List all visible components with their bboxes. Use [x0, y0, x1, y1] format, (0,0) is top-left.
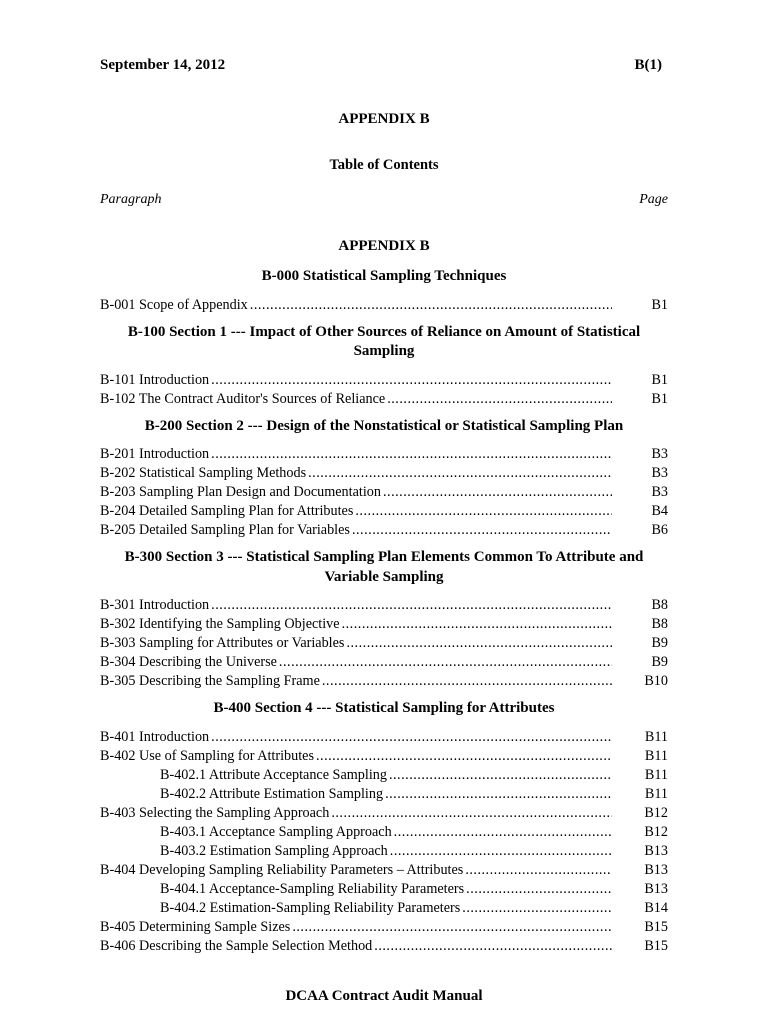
toc-entry-page: B15 — [644, 937, 668, 954]
toc-entry-page: B10 — [644, 673, 668, 689]
toc-entry[interactable] — [100, 371, 668, 390]
toc-entry-page: B4 — [651, 503, 668, 519]
toc-entry-page: B13 — [644, 842, 668, 859]
toc-entry-title: B-401 Introduction — [100, 728, 210, 745]
dot-leader — [390, 842, 612, 861]
toc-entry-page: B13 — [644, 861, 668, 878]
toc-entry-title: B-302 Identifying the Sampling Objective — [100, 616, 340, 632]
toc-entry[interactable] — [100, 937, 668, 956]
header-date: September 14, 2012 — [100, 57, 226, 73]
dot-leader — [355, 502, 612, 521]
section-heading: B-400 Section 4 --- Statistical Sampling for Attributes — [213, 700, 555, 716]
toc-entry[interactable] — [100, 390, 668, 409]
toc-entry-title: B-204 Detailed Sampling Plan for Attributes — [100, 503, 354, 519]
toc-entry[interactable] — [100, 445, 668, 464]
toc-entry[interactable] — [100, 823, 668, 842]
toc-entry-page: B9 — [651, 654, 668, 670]
toc-entry[interactable] — [100, 596, 668, 615]
section-heading: B-200 Section 2 --- Design of the Nonstatistical or Statistical Sampling Plan — [144, 417, 624, 434]
toc-entry-page: B8 — [651, 616, 668, 632]
toc-entry-page: B1 — [651, 390, 668, 407]
toc-entry[interactable] — [100, 804, 668, 823]
toc-entry[interactable] — [100, 728, 668, 747]
page-title: APPENDIX B — [338, 111, 430, 127]
section-heading: B-300 Section 3 --- Statistical Sampling Plan Elements Common To Attribute and Variable Sampling — [124, 549, 644, 585]
dot-leader — [211, 728, 612, 747]
toc-entry-page: B8 — [651, 597, 668, 613]
toc-entry[interactable] — [100, 672, 668, 691]
toc-entry-title: B-203 Sampling Plan Design and Documentation — [100, 484, 381, 500]
header-page-id: B(1) — [634, 57, 662, 73]
toc-entry[interactable] — [100, 296, 668, 315]
toc-entry[interactable] — [100, 918, 668, 937]
toc-entry-title: B-305 Describing the Sampling Frame — [100, 673, 320, 689]
toc-entry-page: B12 — [644, 804, 668, 821]
toc-entry[interactable] — [100, 747, 668, 766]
dot-leader — [316, 747, 612, 766]
dot-leader — [211, 371, 612, 390]
toc-entry-title: B-404.2 Estimation-Sampling Reliability Parameters — [160, 899, 461, 916]
column-label-page: Page — [639, 192, 668, 207]
dot-leader — [342, 615, 612, 634]
dot-leader — [308, 464, 612, 483]
toc-entry-page: B11 — [644, 766, 668, 783]
toc-entry-title: B-205 Detailed Sampling Plan for Variables — [100, 522, 350, 538]
toc-entry-page: B15 — [644, 918, 668, 935]
toc-entry-title: B-403 Selecting the Sampling Approach — [100, 804, 330, 821]
dot-leader — [322, 672, 612, 691]
toc-entry-title: B-001 Scope of Appendix — [100, 296, 248, 313]
dot-leader — [346, 634, 612, 653]
toc-entry-title: B-406 Describing the Sample Selection Method — [100, 937, 373, 954]
toc-entry-title: B-402 Use of Sampling for Attributes — [100, 747, 314, 764]
appendix-label: APPENDIX B — [338, 238, 430, 254]
toc-entry-title: B-102 The Contract Auditor's Sources of Reliance — [100, 390, 386, 407]
dot-leader — [211, 596, 612, 615]
toc-entry-title: B-404.1 Acceptance-Sampling Reliability Parameters — [160, 880, 465, 897]
dot-leader — [389, 766, 612, 785]
toc-entry[interactable] — [100, 899, 668, 918]
toc-heading: Table of Contents — [329, 157, 439, 173]
section-heading: B-100 Section 1 --- Impact of Other Sources of Reliance on Amount of Statistical Sampling — [127, 323, 641, 359]
toc-entry[interactable] — [100, 880, 668, 899]
toc-entry-title: B-403.1 Acceptance Sampling Approach — [160, 823, 392, 840]
toc-entry[interactable] — [100, 842, 668, 861]
toc-entry-title: B-303 Sampling for Attributes or Variables — [100, 635, 345, 651]
toc-entry-page: B12 — [644, 823, 668, 840]
toc-entry-title: B-405 Determining Sample Sizes — [100, 918, 291, 935]
toc-entry-title: B-201 Introduction — [100, 446, 210, 462]
toc-entry-page: B1 — [651, 371, 668, 388]
toc-entry-title: B-403.2 Estimation Sampling Approach — [160, 842, 388, 859]
toc-entry-page: B11 — [644, 728, 668, 745]
toc-entry[interactable] — [100, 766, 668, 785]
toc-entry-title: B-402.2 Attribute Estimation Sampling — [160, 785, 384, 802]
dot-leader — [465, 861, 612, 880]
toc-entry[interactable] — [100, 634, 668, 653]
toc-entry[interactable] — [100, 464, 668, 483]
dot-leader — [250, 296, 612, 315]
dot-leader — [466, 880, 612, 899]
toc-entry[interactable] — [100, 502, 668, 521]
table-of-contents — [100, 267, 668, 956]
toc-entry[interactable] — [100, 785, 668, 804]
toc-entry-page: B3 — [651, 465, 668, 481]
toc-entry-title: B-301 Introduction — [100, 597, 210, 613]
toc-entry[interactable] — [100, 653, 668, 672]
toc-entry-page: B14 — [644, 899, 668, 916]
toc-entry-page: B6 — [651, 522, 668, 538]
toc-entry-page: B13 — [644, 880, 668, 897]
toc-entry-page: B3 — [651, 446, 668, 462]
dot-leader — [387, 390, 612, 409]
dot-leader — [374, 937, 612, 956]
toc-entry-title: B-101 Introduction — [100, 371, 210, 388]
dot-leader — [462, 899, 612, 918]
dot-leader — [279, 653, 612, 672]
toc-entry-page: B11 — [644, 785, 668, 802]
toc-entry-page: B3 — [651, 484, 668, 500]
column-label-paragraph: Paragraph — [100, 192, 162, 207]
dot-leader — [211, 445, 612, 464]
toc-entry-title: B-202 Statistical Sampling Methods — [100, 465, 307, 481]
toc-entry-page: B11 — [644, 747, 668, 764]
dot-leader — [331, 804, 612, 823]
toc-entry[interactable] — [100, 521, 668, 540]
toc-entry[interactable] — [100, 615, 668, 634]
toc-entry-title: B-402.1 Attribute Acceptance Sampling — [160, 766, 387, 783]
toc-entry[interactable] — [100, 861, 668, 880]
dot-leader — [383, 483, 612, 502]
toc-entry-title: B-404 Developing Sampling Reliability Parameters – Attributes — [100, 861, 464, 878]
footer-title: DCAA Contract Audit Manual — [285, 988, 483, 1004]
dot-leader — [352, 521, 612, 540]
toc-entry-title: B-304 Describing the Universe — [100, 654, 277, 670]
toc-entry-page: B9 — [651, 635, 668, 651]
toc-entry[interactable] — [100, 483, 668, 502]
section-heading: B-000 Statistical Sampling Techniques — [261, 268, 507, 284]
toc-entry-page: B1 — [651, 296, 668, 313]
dot-leader — [385, 785, 612, 804]
dot-leader — [292, 918, 612, 937]
dot-leader — [394, 823, 612, 842]
